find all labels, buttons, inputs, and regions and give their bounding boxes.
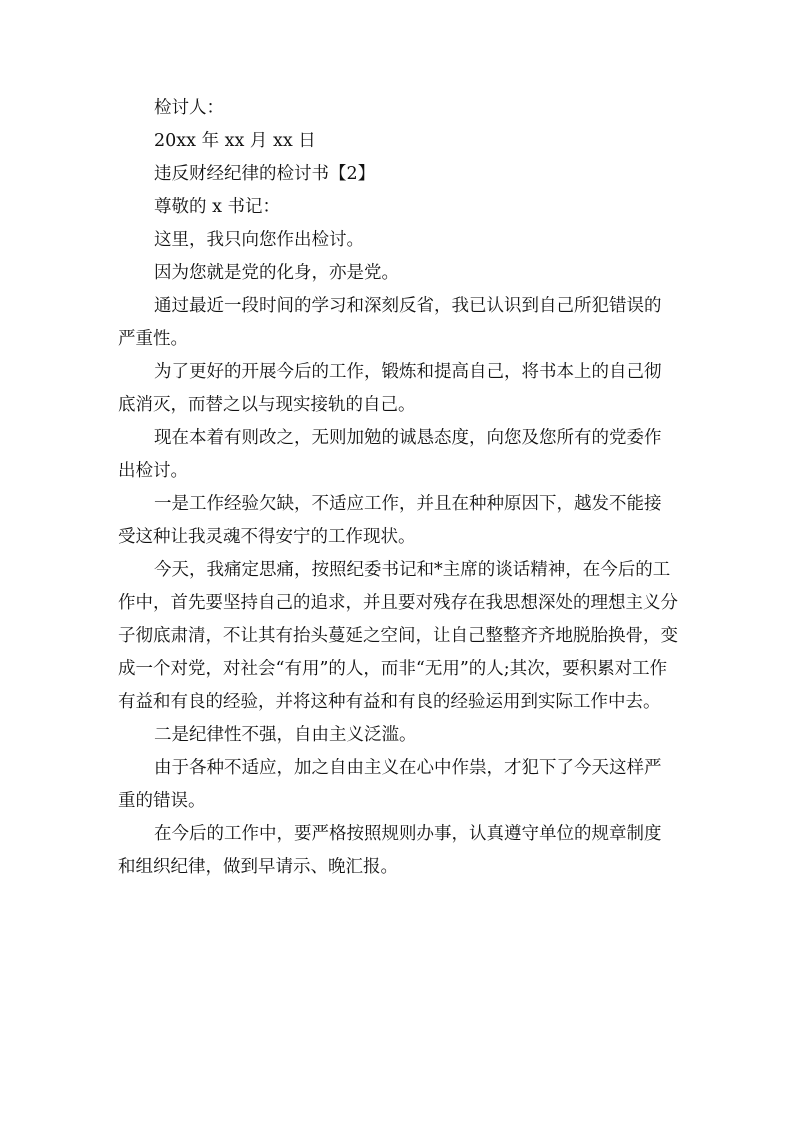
section-title: 违反财经纪律的检讨书【2】 [154,164,376,184]
paragraph: 今天，我痛定思痛，按照纪委书记和*主席的谈话精神，在今后的工作中，首先要坚持自己的追求，并且要对残存在我思想深处的理想主义分子彻底肃清，不让其有抬头蔓延之空间，让自己整整齐齐地脱胎换骨，变成一个对党，对社会“有用”的人，而非“无用”的人;其次，要积累对工作有益和有良的经验，并将这种有益和有良的经验运用到实际工作中去。 [118,560,678,712]
date-line: 20xx 年 xx 月 xx 日 [154,131,316,151]
paragraph: 一是工作经验欠缺，不适应工作，并且在种种原因下，越发不能接受这种让我灵魂不得安宁的工作现状。 [118,494,662,547]
paragraph: 现在本着有则改之，无则加勉的诚恳态度，向您及您所有的党委作出检讨。 [118,428,662,481]
paragraph: 由于各种不适应，加之自由主义在心中作祟，才犯下了今天这样严重的错误。 [118,758,662,811]
document-body [118,92,678,884]
paragraph: 在今后的工作中，要严格按照规则办事，认真遵守单位的规章制度和组织纪律，做到早请示、晚汇报。 [118,824,662,877]
paragraph: 因为您就是党的化身，亦是党。 [154,263,399,283]
paragraph: 为了更好的开展今后的工作，锻炼和提高自己，将书本上的自己彻底消灭，而替之以与现实接轨的自己。 [118,362,662,415]
paragraph: 通过最近一段时间的学习和深刻反省，我已认识到自己所犯错误的严重性。 [118,296,662,349]
signature-line: 检讨人： [154,98,224,118]
paragraph: 二是纪律性不强，自由主义泛滥。 [154,725,417,745]
salutation: 尊敬的 x 书记： [154,197,280,217]
paragraph: 这里，我只向您作出检讨。 [154,230,364,250]
